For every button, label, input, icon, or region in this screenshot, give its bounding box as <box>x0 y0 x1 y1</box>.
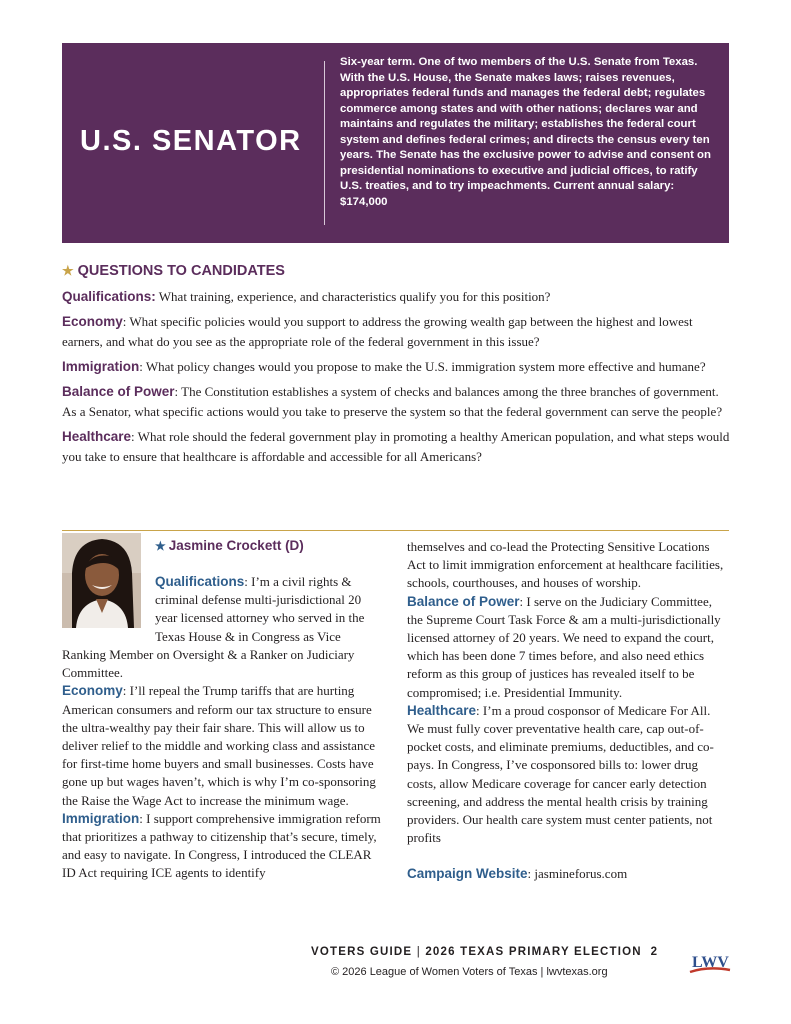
office-description: Six-year term. One of two members of the U.S. Senate from Texas. With the U.S. House, the Senate makes laws; raises revenues, appropriates federal funds and manages the federal debt; regulates commerce among states and with other nations; declares war and maintains and regulates the military; establishes the federal court system and defines federal crimes; and directs the census every ten years. The Senate has the exclusive power to advise and consent on presidential nominations to executive and judicial offices, to ratify U.S. treaties, and to try impeachments. Current annual salary: $174,000 <box>340 56 711 208</box>
logo-text: LWV <box>692 954 729 971</box>
question-label: Balance of Power <box>62 384 175 399</box>
footer-guide-line <box>311 946 658 958</box>
question-text: : What policy changes would you propose to make the U.S. immigration system more effective and humane? <box>139 359 706 374</box>
answer-label: Campaign Website <box>407 866 528 882</box>
answer-label: Healthcare <box>407 702 477 718</box>
footer-copyright: © 2026 League of Women Voters of Texas <box>331 966 538 978</box>
answer-label: Economy <box>62 683 123 699</box>
answer-text: : I’ll repeal the Trump tariffs that are hurting American consumers and reform our tax structure to ensure the ultra-wealthy pay their fair share. This will allow us to deliver relief to the middle and working class and assistance for first-time home buyers and small businesses. Costs have gone up but wages haven’t, which is why I’m co-sponsoring the Raise the Wage Act to increase the minimum wage. <box>62 683 376 808</box>
footer-election: 2026 TEXAS PRIMARY ELECTION <box>425 946 642 958</box>
banner-divider <box>324 61 325 225</box>
section-divider <box>62 530 729 531</box>
question-immigration <box>62 357 730 377</box>
questions-list <box>62 287 730 472</box>
office-banner <box>62 43 729 243</box>
footer-separator: | <box>416 946 421 958</box>
answer-label: Qualifications <box>155 574 245 589</box>
question-label: Economy <box>62 314 123 329</box>
page-number: 2 <box>650 946 659 958</box>
answer-immigration-cont: themselves and co-lead the Protecting Sensitive Locations Act to limit immigration enforcement at healthcare facilities, schools, courthouses, and houses of worship. <box>407 539 724 591</box>
candidate-name <box>155 538 304 553</box>
question-text: : The Constitution establishes a system of checks and balances among the three branches of government. As a Senator, what specific actions would you take to preserve the system so that the federal government can serve the people? <box>62 384 723 419</box>
answer-text: : I serve on the Judiciary Committee, the Supreme Court Task Force & am a multi-jurisdictionally licensed attorney of 20 years. We need to expand the court, which has been done 7 times before, and also need ethics reform as this group of justices has revealed itself to be compromised; i.e. Presidential Immunity. <box>407 593 721 700</box>
lwv-logo <box>688 950 732 978</box>
answer-column-right <box>407 538 730 884</box>
question-text: : What role should the federal government play in promoting a healthy American population, and what steps would you take to ensure that healthcare is affordable and accessible for all Americans? <box>62 429 730 464</box>
question-healthcare <box>62 427 730 467</box>
question-economy <box>62 312 730 352</box>
answer-label: Immigration <box>62 810 140 826</box>
footer-site[interactable]: lwvtexas.org <box>546 966 608 978</box>
answer-text: : I’m a proud cosponsor of Medicare For All. We must fully cover preventative health care, cap out-of-pocket costs, and eliminate premiums, deductibles, and co-pays. In Congress, I’ve cosponsored bills to: lower drug costs, allow Medicare coverage for cancer early detection screening, and address the mental health crisis by training providers. Our health care system must center patients, not profits <box>407 702 714 846</box>
question-qualifications <box>62 287 730 307</box>
question-text: What training, experience, and characteristics qualify you for this position? <box>155 289 551 304</box>
questions-heading-text: QUESTIONS TO CANDIDATES <box>77 263 285 279</box>
star-icon: ★ <box>155 539 166 553</box>
candidate-name-text: Jasmine Crockett (D) <box>168 538 304 553</box>
candidate-photo <box>62 533 141 628</box>
footer-copyright-line <box>331 966 608 978</box>
answer-column-left <box>62 646 385 883</box>
answer-text: : I support comprehensive immigration reform that prioritizes a pathway to citizenship that’s secure, timely, and easy to navigate. In Congress, I introduced the CLEAR ID Act requiring ICE agents to identify <box>62 810 381 881</box>
answer-qualifications-top <box>155 573 385 646</box>
question-text: : What specific policies would you support to address the growing wealth gap between the highest and lowest earners, and what do you see as the appropriate role of the federal government in this issue? <box>62 314 693 349</box>
answer-label: Balance of Power <box>407 593 520 609</box>
footer-guide: VOTERS GUIDE <box>311 946 413 958</box>
office-title: U.S. SENATOR <box>80 125 302 157</box>
question-balance-of-power <box>62 382 730 422</box>
answer-text: : I’m a civil rights & criminal defense multi-jurisdictional 20 year licensed attorney who served in the Texas House & in Congress as Vice <box>155 574 365 644</box>
answer-qualifications-cont: Ranking Member on Oversight & a Ranker on Judiciary Committee. <box>62 647 355 681</box>
question-label: Immigration <box>62 359 140 374</box>
footer-separator: | <box>540 966 544 978</box>
campaign-website[interactable]: : jasmineforus.com <box>527 866 628 882</box>
question-label: Qualifications: <box>62 289 156 304</box>
questions-heading <box>62 263 285 279</box>
question-label: Healthcare <box>62 429 132 444</box>
star-icon: ★ <box>62 263 74 278</box>
